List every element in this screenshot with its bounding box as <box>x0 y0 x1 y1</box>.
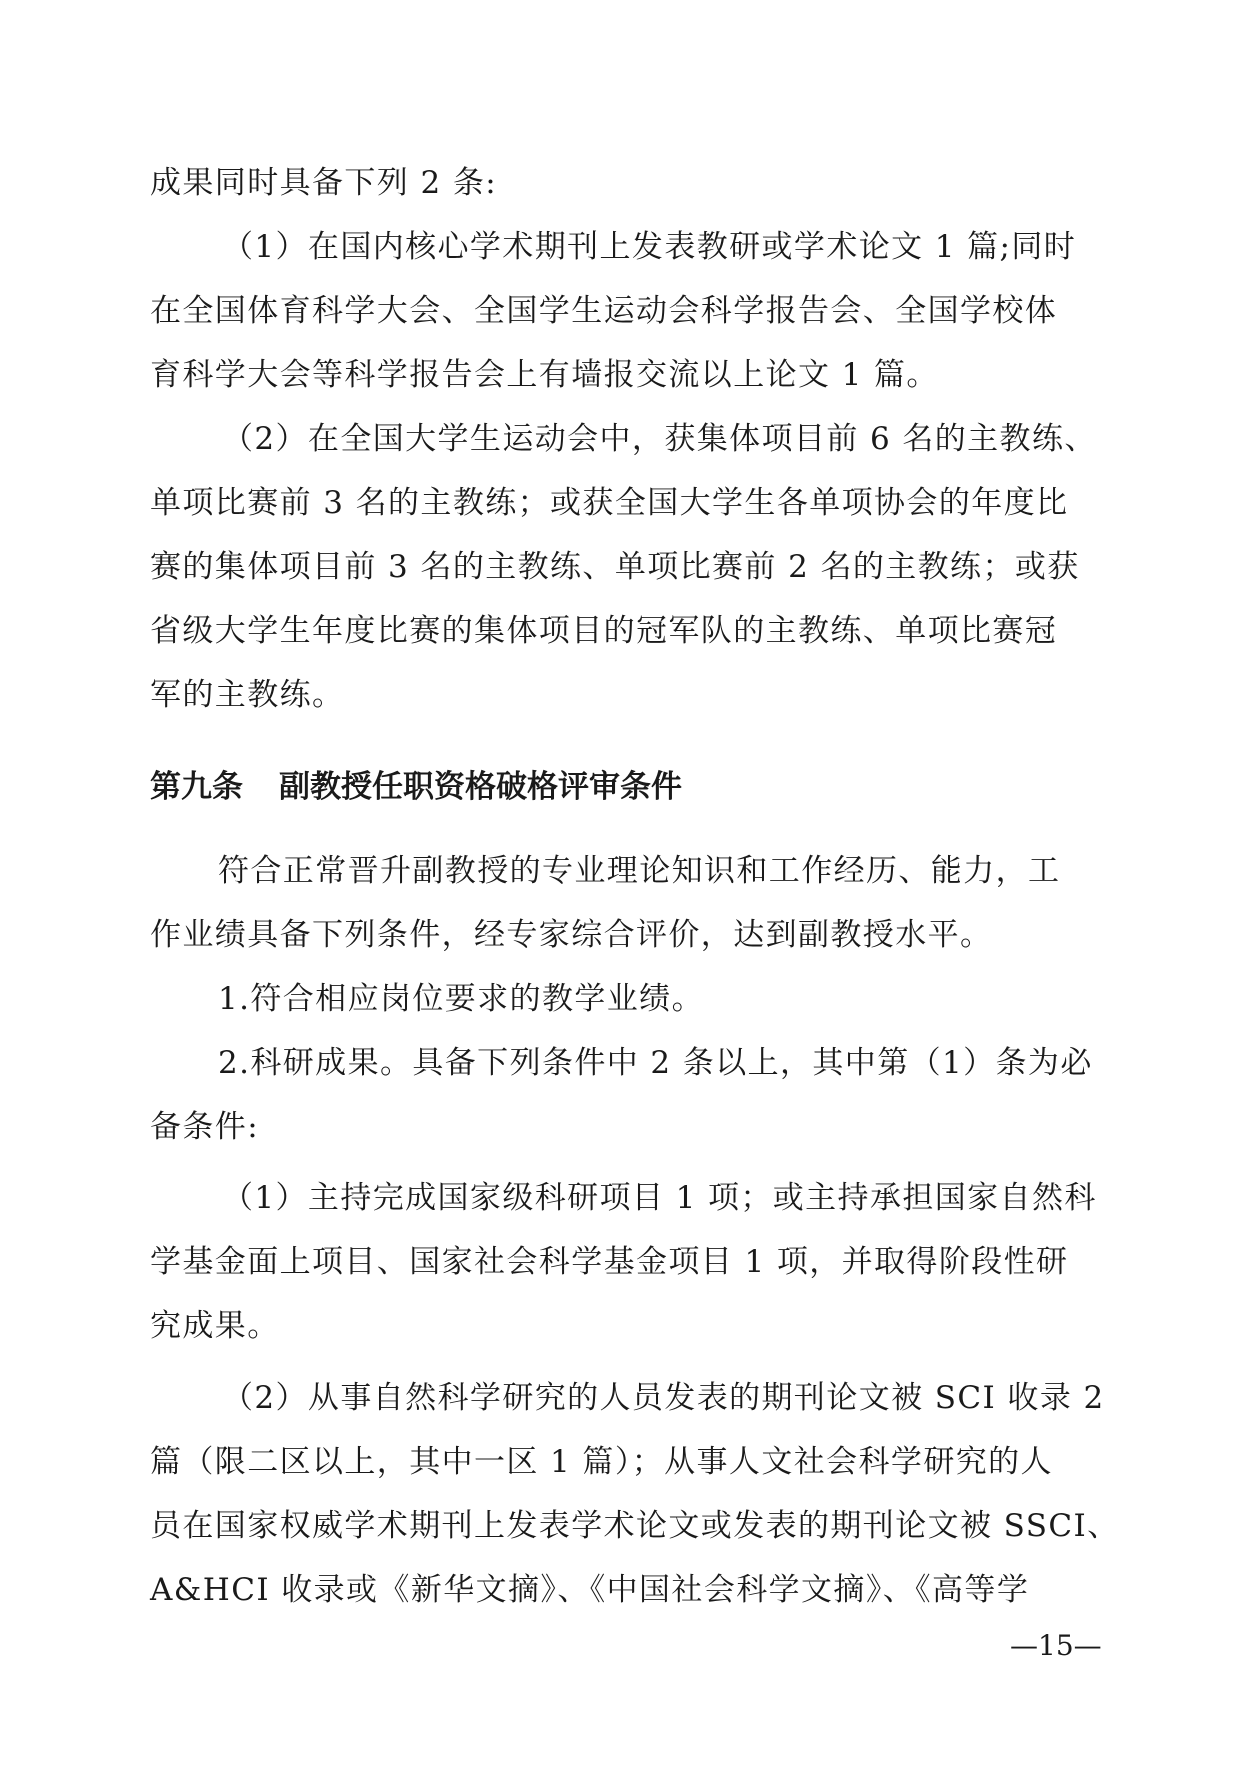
text-line: 单项比赛前 3 名的主教练；或获全国大学生各单项协会的年度比 <box>150 485 1069 521</box>
text-line: 作业绩具备下列条件，经专家综合评价，达到副教授水平。 <box>150 917 993 953</box>
text-line: 赛的集体项目前 3 名的主教练、单项比赛前 2 名的主教练；或获 <box>150 549 1080 585</box>
text-line: 成果同时具备下列 2 条: <box>150 165 498 201</box>
text-line: 究成果。 <box>150 1308 280 1344</box>
text-line: 员在国家权威学术期刊上发表学术论文或发表的期刊论文被 SSCI、 <box>150 1508 1120 1544</box>
text-line: 省级大学生年度比赛的集体项目的冠军队的主教练、单项比赛冠 <box>150 613 1058 649</box>
text-line: （1）主持完成国家级科研项目 1 项；或主持承担国家自然科 <box>222 1180 1097 1216</box>
text-line: 2.科研成果。具备下列条件中 2 条以上，其中第（1）条为必 <box>218 1045 1093 1081</box>
text-line: 军的主教练。 <box>150 677 345 713</box>
section-heading <box>150 767 1110 807</box>
text-line: 在全国体育科学大会、全国学生运动会科学报告会、全国学校体 <box>150 293 1058 329</box>
text-line: （1）在国内核心学术期刊上发表教研或学术论文 1 篇;同时 <box>222 229 1077 265</box>
heading-article: 第九条 <box>150 769 243 805</box>
text-line: 篇（限二区以上，其中一区 1 篇）；从事人文社会科学研究的人 <box>150 1444 1053 1480</box>
text-line: 备条件: <box>150 1109 260 1145</box>
text-line: A&HCI 收录或《新华文摘》、《中国社会科学文摘》、《高等学 <box>150 1572 1030 1608</box>
page-number: —15— <box>1010 1629 1102 1662</box>
text-line: 符合正常晋升副教授的专业理论知识和工作经历、能力，工 <box>218 853 1061 889</box>
text-line: 1.符合相应岗位要求的教学业绩。 <box>218 981 704 1017</box>
heading-title: 副教授任职资格破格评审条件 <box>279 769 682 805</box>
text-line: 学基金面上项目、国家社会科学基金项目 1 项，并取得阶段性研 <box>150 1244 1069 1280</box>
text-line: （2）从事自然科学研究的人员发表的期刊论文被 SCI 收录 2 <box>222 1380 1105 1416</box>
text-line: 育科学大会等科学报告会上有墙报交流以上论文 1 篇。 <box>150 357 939 393</box>
text-line: （2）在全国大学生运动会中，获集体项目前 6 名的主教练、 <box>222 421 1097 457</box>
